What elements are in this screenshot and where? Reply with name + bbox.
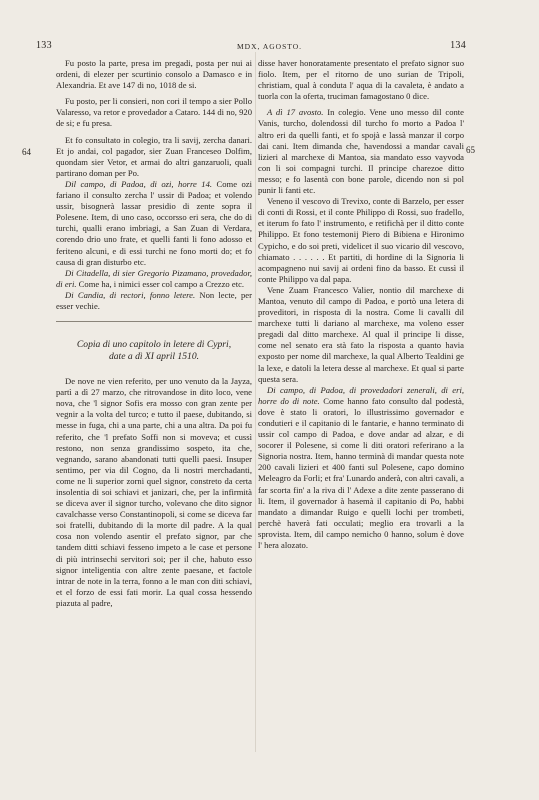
paragraph-lead: A dì 17 avosto.: [267, 107, 324, 118]
paragraph: Et fo consultato in colegio, tra li savij, zercha danari. Et jo andai, col pagador, sier Zuan Franceseo Dolfim, quondam sier Vetor, et armai do altri ganzaruoli, quali partirano doman per Po.: [56, 134, 252, 178]
paragraph: [56, 268, 252, 290]
paragraph: disse haver honoratamente presentato el prefato signor suo fiolo. Item, per el ritorno de uno surian de Tripoli, christiam, qual à conduta l' aqua di la cavaleta, è andato a tuorla con la oferta, truciman famagostano 0 dice.: [258, 58, 464, 102]
paragraph-lead: Di Candia, di rectori, fonno letere.: [65, 289, 196, 300]
paragraph-body: Come hanno fato consulto dal podestà, dove è stato li oratori, lo illustrissimo governador e condutieri e il capitanio di le fantarie, e hanno terminato di ussir col campo di Padoa, e dove andar ad alzar, e di socorer il Polesene, si come li diti oratori referirano a la Signoria nostra. Item, hanno terminà di mandar questa note 200 cavali lizieri et 400 fanti sul Polesene, capo domino Meleagro da Forli; et fra' Lunardo anderà, con altri cavali, a far scorta fin' a la riva di l' Adexe a dite zente passerano di li. Item, il governador à hasemà il capitanio di Po, habbi mandato a dimandar Ruigo e quelli lochi per trombeti, perchè haverà fati occulati; meglio era trovarli a la sprovista. Item, dil campo nemicho 0 hanno, solum è dove l' hera alozato.: [258, 395, 464, 551]
column-gutter: [255, 52, 256, 752]
paragraph-lead: Di Citadella, di sier Gregorio Pizamano, provedador, di eri.: [56, 267, 252, 289]
paragraph-lead: Dil campo, di Padoa, di ozi, horre 14.: [65, 178, 213, 189]
paragraph: Vene Zuam Francesco Valier, nontio dil marchexe di Mantoa, venuto dil campo di Padoa, e portò una letera di proveditori, in risposta di la nostra. Come li cavalli dil marchexe tutti li dariano al marchexe, ma voleno esser pregadi dal ditto marchexe. Al qual il principe li disse, come nel senato era stà fato la risposta a quanto havia exposto per nome dil marchexe, la qual Alberto Tealdini ge la lexe, e datoli la letera desse al marchexe. Et qual si parte questa sera.: [258, 284, 464, 384]
paragraph: [56, 179, 252, 268]
left-column: [56, 58, 252, 609]
margin-note-left: 64: [22, 147, 31, 157]
paragraph: Fu posto la parte, presa im pregadi, posta per nui ai ordeni, di elezer per scurtinio consolo a Damasco e in Alexandria. Et ave 147 di no, 1018 de si.: [56, 58, 252, 91]
paragraph: De nove ne vien referito, per uno venuto da la Jayza, partì a dì 27 marzo, che ritrovandose in dito loco, vene nova, che 'l signor Sofis era mosso con gran zente per vegnir a la volta del turco; e tutto il paese, dubitando, si messe in fuga, chi a una parte, chi a una altra. Da poi fu referito, che 'l prefato Soffi non si moveva; et cussì restono, non senza grandissimo sospeto, ita che, vegnando, sarano abandonati tutti quelli paesi. Insuper sentimo, per via dil Cogno, da li nostri merchadanti, come ne li superior zorni quel signor, constreto da certa insolentia di soi schiavi et janizari, che, per la infirmità se diceva aver il signor turcho, volevano che dito signor cavalchasse verso Constantinopoli, si come se diceva far soi fratelli, dubitando di la morte dil padre. A la qual cosa non volendo asentir el prefato signor, par che tandem ditti schiavi fesseno impeto a le case et persone di più intrinsechi servitori soi; per il che, habuto esso signor inteligentia con altre zente paesane, et factole intrar de note in la terra, fonno a le man con diti schiavi, et el forzo de essi fati morir. La qual cossa hessendo piazuta al padre,: [56, 376, 252, 608]
caption-line: date a dì XI april 1510.: [108, 351, 200, 363]
right-column: [258, 58, 464, 551]
paragraph-body: Come ha, i nimici esser col campo a Crezzo etc.: [76, 278, 245, 289]
paragraph-lead: Di campo, di Padoa, di provedadori zenerali, di eri, horre do di note.: [258, 384, 464, 406]
paragraph: [258, 385, 464, 551]
paragraph-body: Come ozi fariano il consulto zercha l' ussir di Padoa; et volendo ussir, bisognerà lassar presidio di zente sopra il Polesene. Item, di uno caso, occorsso eri sera, che do di turchi, qualli erano imbriagi, a San Zuan di Verdara, corendo drio uno frate, et quelli fanti li fono adosso et feriteno alcuni, e di essi turchi ne fono morti do; et fo causa di gran disturbo etc.: [56, 178, 253, 267]
page-number-right: 134: [450, 40, 466, 51]
paragraph: [258, 107, 464, 196]
paragraph: [56, 290, 252, 312]
section-caption: [56, 339, 252, 363]
section-divider: [56, 321, 252, 322]
margin-note-right: 65: [466, 145, 475, 155]
caption-line: Copia di uno capitolo in letere di Cypri,: [76, 339, 232, 351]
page-number-left: 133: [36, 40, 52, 51]
paragraph-body: In colegio. Vene uno messo dil conte Vanis, turcho, dolendossi dil turcho fo morto a Padoa l' altro eri da quelli fanti, et fo spojà e lassà manzar il corpo dai cani. Item dimanda che, havendossi a mandar cavali lizieri al marchexe di Mantoa, sia mandato esso vayvoda con li soi compagni turchi. Il principe charezoe ditto messo; e fo lasentà con bone parole, dicendo non si pol punir li fanti etc.: [258, 107, 464, 196]
paragraph-body: Non lecte, per esser vechie.: [56, 289, 252, 311]
paragraph: Veneno il vescovo di Trevixo, conte di Barzelo, per esser di conti di Rossi, et il conte Philippo di Rossi, suo fradello, et iterum fo fato l' instrumento, e retifichà per il ditto conte Philippo. Et fono testemonij Piero di Bibiena e Hironimo Cypicho, e do soi preti, videlicet il suo vicario dil vescovo, chiamato . . . . . . Et partiti, di hordine di la Signoria li acompagneno nui savij ai ordeni fino da basso. Et cussì il conte Philippo va dal papa.: [258, 196, 464, 284]
paragraph: Fu posto, per li consieri, non cori il tempo a sier Pollo Valaresso, va retor e provedador a Cataro. 144 di no, 920 de si; e fu presa.: [56, 96, 252, 129]
running-title: MDX, AGOSTO.: [237, 42, 302, 51]
